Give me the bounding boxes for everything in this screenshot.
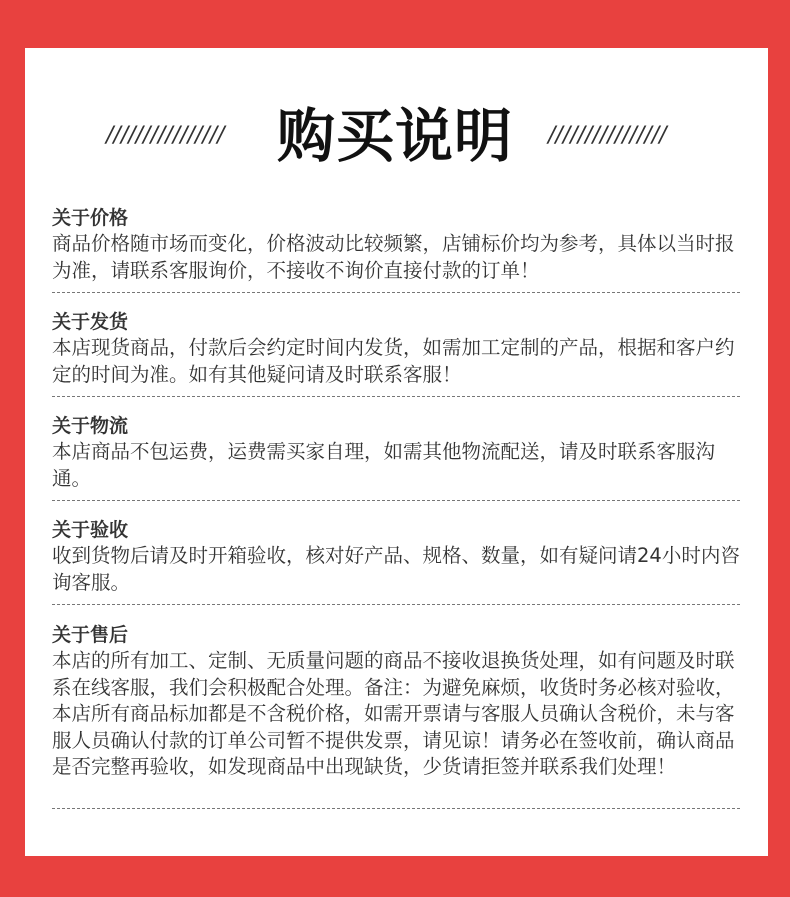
page-header: [0, 100, 790, 175]
section-body-price: 商品价格随市场而变化，价格波动比较频繁，店铺标价均为参考，具体以当时报为准，请联系客服询价，不接收不询价直接付款的订单！: [52, 232, 735, 282]
section-shipping: [52, 309, 740, 388]
section-title-price: 关于价格: [52, 207, 129, 229]
section-price: [52, 205, 740, 284]
section-body-logistics: 本店商品不包运费，运费需买家自理，如需其他物流配送，请及时联系客服沟通。: [52, 440, 716, 490]
page-title: 购买说明: [276, 102, 513, 170]
section-body-after-sales: 本店的所有加工、定制、无质量问题的商品不接收退换货处理，如有问题及时联系在线客服，我们会积极配合处理。备注：为避免麻烦，收货时务必核对验收，本店所有商品标加都是不含税价格，如需开票请与客服人员确认含税价，未与客服人员确认付款的订单公司暂不提供发票，请见谅！请务必在签收前，确认商品是否完整再验收，如发现商品中出现缺货，少货请拒签并联系我们处理！: [52, 649, 735, 778]
divider: [52, 292, 740, 293]
decorative-slashes-left: ////////////////: [106, 123, 225, 148]
decorative-slashes-right: ////////////////: [548, 123, 667, 148]
divider: [52, 604, 740, 605]
divider: [52, 396, 740, 397]
section-inspection: [52, 517, 740, 596]
section-logistics: [52, 413, 740, 492]
section-body-inspection: 收到货物后请及时开箱验收，核对好产品、规格、数量，如有疑问请24小时内咨询客服。: [52, 544, 740, 594]
divider: [52, 808, 740, 809]
section-after-sales: [52, 622, 740, 781]
section-body-shipping: 本店现货商品，付款后会约定时间内发货，如需加工定制的产品，根据和客户约定的时间为准。如有其他疑问请及时联系客服！: [52, 336, 735, 386]
section-title-inspection: 关于验收: [52, 519, 129, 541]
section-title-after-sales: 关于售后: [52, 624, 129, 646]
section-title-shipping: 关于发货: [52, 311, 129, 333]
divider: [52, 500, 740, 501]
section-title-logistics: 关于物流: [52, 415, 129, 437]
